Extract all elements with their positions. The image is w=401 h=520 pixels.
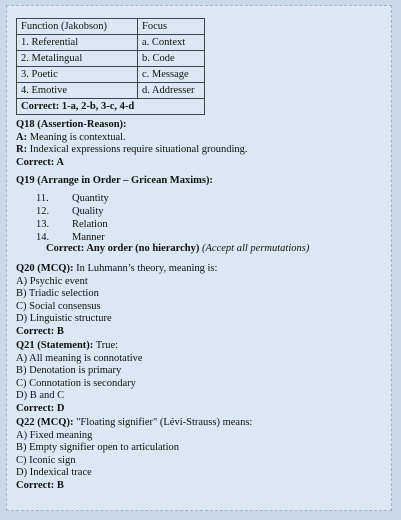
matching-table xyxy=(16,18,205,115)
question-title: Q18 (Assertion-Reason): xyxy=(16,119,127,130)
answer-text: Correct: A xyxy=(16,156,64,168)
table-row xyxy=(17,51,205,67)
option: C) Social consensus xyxy=(16,300,101,312)
question-title: Q22 (MCQ): xyxy=(16,417,74,428)
table-cell: b. Code xyxy=(138,51,205,67)
question-text: True: xyxy=(93,340,119,351)
reason-label: R: xyxy=(16,144,28,155)
question-title: Q20 (MCQ): xyxy=(16,263,74,274)
table-cell: c. Message xyxy=(138,67,205,83)
list-item: 14. Manner xyxy=(36,232,105,243)
table-cell: 3. Poetic xyxy=(17,67,138,83)
reason-text: Indexical expressions require situational grounding. xyxy=(27,144,248,155)
question-title: Q19 (Arrange in Order – Gricean Maxims): xyxy=(16,175,213,186)
option: D) Indexical trace xyxy=(16,467,92,478)
assertion-label: A: xyxy=(16,131,28,143)
option: B) Triadic selection xyxy=(16,288,99,299)
table-cell: d. Addresser xyxy=(138,83,205,99)
assertion-text: Meaning is contextual. xyxy=(27,131,126,143)
option: C) Iconic sign xyxy=(16,454,76,466)
option: B) Empty signifier open to articulation xyxy=(16,442,180,453)
option: D) B and C xyxy=(16,390,65,401)
table-row xyxy=(17,67,205,83)
table-header-focus: Focus xyxy=(138,19,205,35)
answer-text: Correct: B xyxy=(16,325,64,337)
option: C) Connotation is secondary xyxy=(16,377,136,389)
option: B) Denotation is primary xyxy=(16,365,122,376)
list-item: 12. Quality xyxy=(36,206,104,217)
option: D) Linguistic structure xyxy=(16,313,112,324)
table-cell: a. Context xyxy=(138,35,205,51)
table-answer: Correct: 1-a, 2-b, 3-c, 4-d xyxy=(17,99,205,115)
question-title: Q21 (Statement): xyxy=(16,340,94,351)
list-item: 11. Quantity xyxy=(36,193,109,204)
table-row xyxy=(17,19,205,35)
question-q18 xyxy=(16,119,248,169)
question-text: "Floating signifier" (Lévi-Strauss) means: xyxy=(73,417,253,428)
option: A) Psychic event xyxy=(16,275,88,287)
answer-text: Correct: B xyxy=(16,479,64,491)
answer-text: Correct: D xyxy=(16,402,65,414)
table-row xyxy=(17,99,205,115)
question-q19-title xyxy=(16,175,213,188)
question-q19-answer xyxy=(46,243,309,256)
answer-note: (Accept all permutations) xyxy=(202,243,310,254)
option: A) All meaning is connotative xyxy=(16,352,143,364)
question-text: In Luhmann’s theory, meaning is: xyxy=(73,263,218,274)
question-q21 xyxy=(16,340,143,415)
table-cell: 1. Referential xyxy=(17,35,138,51)
question-q20 xyxy=(16,263,217,338)
answer-text: Correct: Any order (no hierarchy) xyxy=(46,243,200,254)
table-header-function: Function (Jakobson) xyxy=(17,19,138,35)
table-row xyxy=(17,83,205,99)
table-cell: 4. Emotive xyxy=(17,83,138,99)
question-q19-list xyxy=(36,192,109,244)
question-q22 xyxy=(16,417,252,492)
table-row xyxy=(17,35,205,51)
option: A) Fixed meaning xyxy=(16,429,93,441)
table-cell: 2. Metalingual xyxy=(17,51,138,67)
list-item: 13. Relation xyxy=(36,219,108,230)
